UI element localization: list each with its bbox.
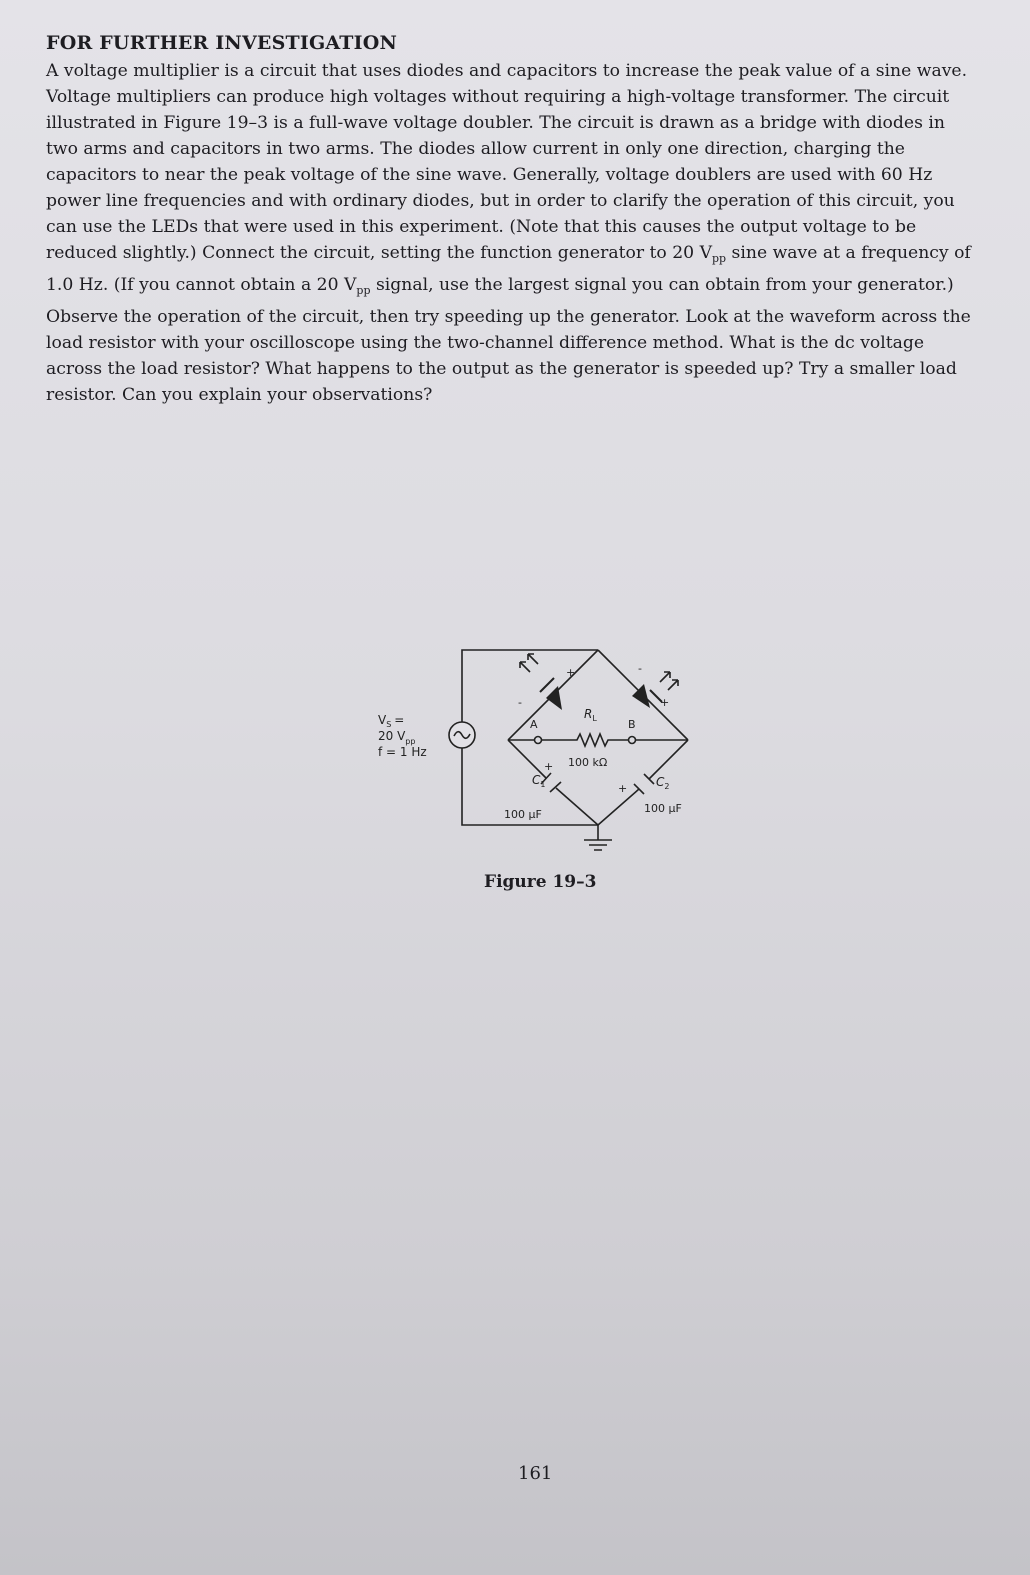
circuit-figure xyxy=(370,640,710,870)
text-line: can use the LEDs that were used in this experiment. (Note that this causes the output voltage to be xyxy=(46,217,917,237)
bridge-arm-c2-upper xyxy=(649,740,688,779)
text-line: load resistor with your oscilloscope using the two-channel difference method. What is the dc voltage xyxy=(46,333,925,353)
subscript: pp xyxy=(356,284,371,297)
led1-arrow-icon xyxy=(528,654,538,664)
c1-value: 100 µF xyxy=(504,808,542,821)
text-line: Voltage multipliers can produce high voltages without requiring a high-voltage transformer. The circuit xyxy=(46,87,950,107)
led2-arrow-icon xyxy=(668,680,678,690)
terminal-a xyxy=(535,737,542,744)
text-line xyxy=(46,240,1021,272)
c1-label: $C_1$ xyxy=(532,773,546,789)
text-line: across the load resistor? What happens to the output as the generator is speeded up? Try a smaller load xyxy=(46,359,957,379)
terminal-b xyxy=(629,737,636,744)
source-frequency: f = 1 Hz xyxy=(378,745,427,759)
d2-minus-sign: - xyxy=(638,662,642,675)
text-line xyxy=(46,272,1021,304)
text-line: resistor. Can you explain your observations? xyxy=(46,385,433,405)
d1-minus-sign: - xyxy=(518,696,522,709)
body-paragraph xyxy=(46,58,1021,408)
source-amplitude: 20 $V_{pp}$ xyxy=(378,729,416,746)
text-line: two arms and capacitors in two arms. The diodes allow current in only one direction, charging the xyxy=(46,139,905,159)
text-line: power line frequencies and with ordinary diodes, but in order to clarify the operation of this circuit, you xyxy=(46,191,955,211)
text-run: 1.0 Hz. (If you cannot obtain a 20 V xyxy=(46,275,357,295)
figure-caption: Figure 19–3 xyxy=(484,872,597,892)
node-a-label: A xyxy=(530,718,538,731)
text-line: capacitors to near the peak voltage of the sine wave. Generally, voltage doublers are used with 60 Hz xyxy=(46,165,933,185)
d1-plus-sign: + xyxy=(566,666,576,679)
text-line: illustrated in Figure 19–3 is a full-wave voltage doubler. The circuit is drawn as a bridge with diodes in xyxy=(46,113,945,133)
text-line: A voltage multiplier is a circuit that uses diodes and capacitors to increase the peak value of a sine wave. xyxy=(46,61,968,81)
load-resistor xyxy=(542,734,628,746)
subscript: pp xyxy=(712,252,727,265)
c2-value: 100 µF xyxy=(644,802,682,815)
c2-label: $C_2$ xyxy=(656,775,670,791)
ground-symbol xyxy=(584,840,612,850)
resistor-label: $R_L$ xyxy=(584,707,597,723)
text-line: Observe the operation of the circuit, then try speeding up the generator. Look at the waveform across the xyxy=(46,307,971,327)
led2-arrow-icon xyxy=(660,672,670,682)
c1-plus-sign: + xyxy=(544,760,554,773)
text-run: reduced slightly.) Connect the circuit, setting the function generator to 20 V xyxy=(46,243,712,263)
node-b-label: B xyxy=(628,718,636,731)
circuit-diagram xyxy=(370,640,710,870)
c2-plus-sign: + xyxy=(618,782,628,795)
source-label: $V_S$ = xyxy=(378,713,405,729)
section-heading: FOR FURTHER INVESTIGATION xyxy=(46,32,398,54)
d2-plus-sign: + xyxy=(660,696,670,709)
text-run: sine wave at a frequency of xyxy=(726,243,971,263)
text-run: signal, use the largest signal you can obtain from your generator.) xyxy=(370,275,954,295)
page-number: 161 xyxy=(518,1463,553,1484)
led1-arrow-icon xyxy=(520,662,530,672)
resistor-value: 100 kΩ xyxy=(568,756,608,769)
top-wire xyxy=(462,650,598,726)
bridge-arm-c1-lower xyxy=(556,788,598,825)
